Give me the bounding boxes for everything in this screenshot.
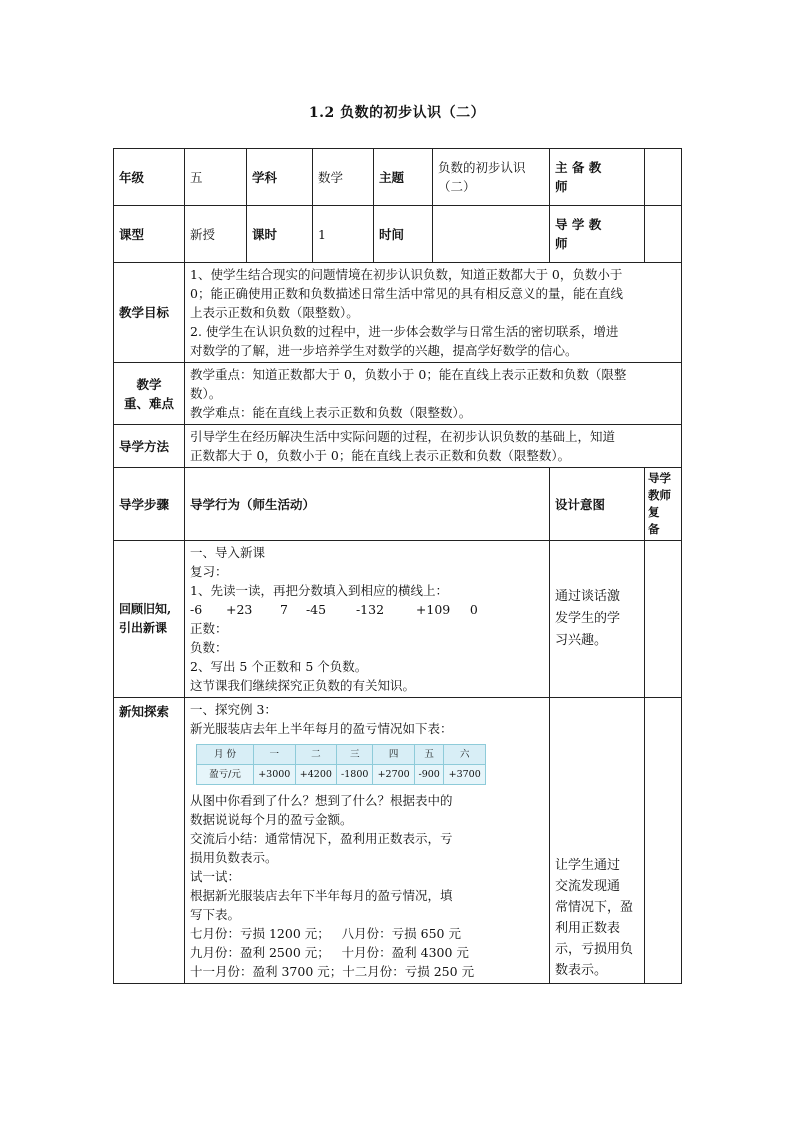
topic-value-line: 负数的初步认识 xyxy=(438,160,526,175)
profit-table-value: +2700 xyxy=(373,765,415,785)
key-points-label xyxy=(114,363,185,425)
topic-label: 主题 xyxy=(374,149,433,206)
review-intent-line: 发学生的学 xyxy=(555,611,621,626)
steps-col-activity: 导学行为（师生活动） xyxy=(185,468,550,541)
explore-intent-line: 常情况下，盈 xyxy=(555,900,634,915)
review-content xyxy=(185,541,550,698)
time-label: 时间 xyxy=(374,206,433,263)
review-intent xyxy=(550,541,645,698)
method-line: 引导学生在经历解决生活中实际问题的过程，在初步认识负数的基础上，知道 xyxy=(190,429,616,444)
review-note xyxy=(645,541,682,698)
explore-intent-line: 交流发现通 xyxy=(555,879,621,894)
profit-table-month: 四 xyxy=(373,745,415,765)
lead-teacher-value xyxy=(645,149,682,206)
review-intent-line: 习兴趣。 xyxy=(555,633,608,648)
method-content xyxy=(185,425,682,468)
review-line: 复习： xyxy=(190,564,228,579)
explore-line: 写下表。 xyxy=(190,907,241,922)
review-intent-line: 通过谈话激 xyxy=(555,589,621,604)
explore-line: 交流后小结：通常情况下，盈利用正数表示，亏 xyxy=(190,831,453,846)
review-label xyxy=(114,541,185,698)
review-line: 1、先读一读，再把分数填入到相应的横线上： xyxy=(190,583,448,598)
key-points-line: 教学难点：能在直线上表示正数和负数（限整数）。 xyxy=(190,405,472,420)
profit-table-value: +3000 xyxy=(254,765,296,785)
profit-table-value: -900 xyxy=(414,765,443,785)
number-item: -45 xyxy=(305,602,327,617)
profit-table-header: 月 份 xyxy=(197,745,254,765)
explore-content xyxy=(185,698,550,984)
goals-line: 1、使学生结合现实的问题情境在初步认识负数，知道正数都大于 0，负数小于 xyxy=(190,267,623,282)
period-value: 1 xyxy=(313,206,374,263)
grade-label: 年级 xyxy=(114,149,185,206)
goals-label: 教学目标 xyxy=(114,263,185,363)
lesson-type-value: 新授 xyxy=(185,206,247,263)
goals-line: 2. 使学生在认识负数的过程中，进一步体会数学与日常生活的密切联系，增进 xyxy=(190,324,619,339)
lesson-plan-table xyxy=(113,148,682,984)
explore-line: 七月份：亏损 1200 元； 八月份：亏损 650 元 xyxy=(190,926,461,941)
key-points-line: 教学重点：知道正数都大于 0，负数小于 0；能在直线上表示正数和负数（限整 xyxy=(190,367,627,382)
steps-col-review-line: 备 xyxy=(648,522,660,536)
profit-table-month: 五 xyxy=(414,745,443,765)
steps-col-step: 导学步骤 xyxy=(114,468,185,541)
guide-teacher-label-line: 师 xyxy=(555,236,568,251)
profit-table-month: 三 xyxy=(337,745,373,765)
guide-teacher-label xyxy=(550,206,645,263)
guide-teacher-value xyxy=(645,206,682,263)
topic-value xyxy=(433,149,550,206)
explore-intent-line: 让学生通过 xyxy=(555,858,621,873)
profit-table-month: 六 xyxy=(444,745,486,765)
review-label-line: 回顾旧知, xyxy=(119,602,172,616)
explore-line: 新光服装店去年上半年每月的盈亏情况如下表： xyxy=(190,721,453,736)
steps-col-intent: 设计意图 xyxy=(550,468,645,541)
profit-table-month: 一 xyxy=(254,745,296,765)
lead-teacher-label-line: 师 xyxy=(555,179,568,194)
subject-label: 学科 xyxy=(247,149,313,206)
profit-table-value: +3700 xyxy=(444,765,486,785)
lesson-type-label: 课型 xyxy=(114,206,185,263)
explore-line: 根据新光服装店去年下半年每月的盈亏情况，填 xyxy=(190,888,453,903)
explore-note xyxy=(645,698,682,984)
explore-intent-line: 数表示。 xyxy=(555,963,608,978)
review-line: 2、写出 5 个正数和 5 个负数。 xyxy=(190,659,368,674)
number-item: +23 xyxy=(225,602,253,617)
profit-table-month: 二 xyxy=(295,745,337,765)
explore-intent-line: 利用正数表 xyxy=(555,921,621,936)
grade-value: 五 xyxy=(185,149,247,206)
review-line: 正数： xyxy=(190,621,228,636)
profit-table-value: -1800 xyxy=(337,765,373,785)
review-line: 一、导入新课 xyxy=(190,545,266,560)
number-item: +109 xyxy=(415,602,451,617)
profit-table-value: +4200 xyxy=(295,765,337,785)
explore-intent-line: 示，亏损用负 xyxy=(555,942,634,957)
goals-content xyxy=(185,263,682,363)
method-line: 正数都大于 0，负数小于 0；能在直线上表示正数和负数（限整数）。 xyxy=(190,448,571,463)
method-label: 导学方法 xyxy=(114,425,185,468)
profit-table xyxy=(196,744,486,785)
explore-line: 试一试： xyxy=(190,869,241,884)
page-title: 1.2 负数的初步认识（二） xyxy=(308,105,486,121)
number-item: -6 xyxy=(190,602,203,617)
time-value xyxy=(433,206,550,263)
explore-line: 损用负数表示。 xyxy=(190,850,278,865)
profit-table-header: 盈亏/元 xyxy=(197,765,254,785)
period-label: 课时 xyxy=(247,206,313,263)
explore-line: 九月份：盈利 2500 元； 十月份：盈利 4300 元 xyxy=(190,945,469,960)
goals-line: 对数学的了解，进一步培养学生对数学的兴趣，提高学好数学的信心。 xyxy=(190,343,578,358)
explore-line: 从图中你看到了什么？想到了什么？根据表中的 xyxy=(190,793,453,808)
goals-line: 上表示正数和负数（限整数）。 xyxy=(190,305,359,320)
explore-line: 数据说说每个月的盈亏金额。 xyxy=(190,812,353,827)
number-list xyxy=(190,600,544,619)
goals-line: 0；能正确使用正数和负数描述日常生活中常见的具有相反意义的量，能在直线 xyxy=(190,286,623,301)
key-points-label-line: 重、难点 xyxy=(123,395,174,411)
review-line: 这节课我们继续探究正负数的有关知识。 xyxy=(190,678,416,693)
lead-teacher-label-line: 主 备 教 xyxy=(555,160,602,175)
subject-value: 数学 xyxy=(313,149,374,206)
explore-line: 一、探究例 3： xyxy=(190,702,277,717)
key-points-content xyxy=(185,363,682,425)
review-label-line: 引出新课 xyxy=(119,621,168,635)
steps-col-review xyxy=(645,468,682,541)
steps-col-review-line: 导学教师复 xyxy=(648,471,671,519)
key-points-label-line: 教学 xyxy=(136,376,162,392)
guide-teacher-label-line: 导 学 教 xyxy=(555,217,602,232)
number-item: 7 xyxy=(279,602,288,617)
explore-label: 新知探索 xyxy=(114,698,185,984)
topic-value-line: （二） xyxy=(438,179,476,194)
explore-line: 十一月份：盈利 3700 元；十二月份：亏损 250 元 xyxy=(190,964,475,979)
explore-intent xyxy=(550,698,645,984)
lead-teacher-label xyxy=(550,149,645,206)
number-item: 0 xyxy=(469,602,478,617)
review-line: 负数： xyxy=(190,640,228,655)
number-item: -132 xyxy=(355,602,385,617)
key-points-line: 数）。 xyxy=(190,386,222,401)
